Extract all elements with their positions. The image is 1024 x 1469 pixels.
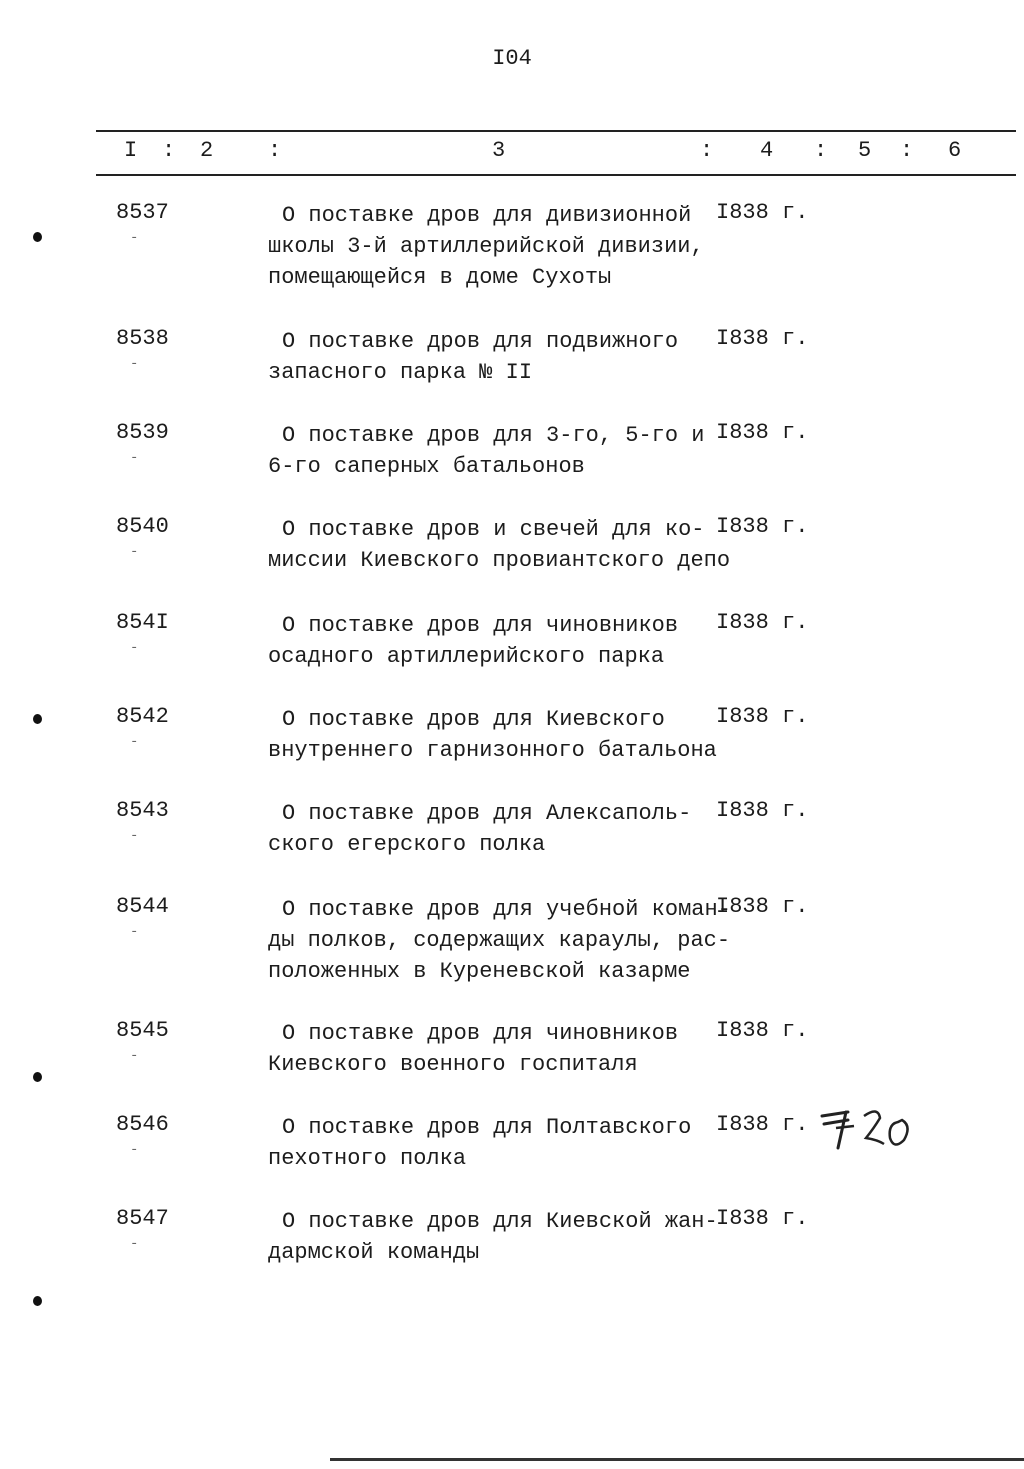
description-line: О поставке дров для Алексаполь- — [282, 801, 692, 826]
entry-year: I838 г. — [716, 1112, 809, 1137]
dash-mark: - — [130, 734, 139, 750]
description-line: помещающейся в доме Сухоты — [268, 265, 612, 290]
entry-description — [268, 1206, 718, 1268]
entry-number: 8543 — [116, 798, 169, 823]
column-header-2: 2 — [200, 138, 214, 163]
entry-number: 8544 — [116, 894, 169, 919]
dash-mark: - — [130, 1236, 139, 1252]
entry-description — [268, 798, 718, 860]
entry-year: I838 г. — [716, 326, 809, 351]
entry-description — [268, 704, 718, 766]
description-line: запасного парка № II — [268, 360, 533, 385]
page-number: I04 — [492, 46, 532, 71]
entry-number: 8547 — [116, 1206, 169, 1231]
column-header-row — [96, 138, 1016, 168]
description-line: осадного артиллерийского парка — [268, 644, 665, 669]
entry-number: 8546 — [116, 1112, 169, 1137]
description-line: О поставке дров для чиновников — [282, 1021, 679, 1046]
dash-mark: - — [130, 356, 139, 372]
column-separator: : — [700, 138, 714, 163]
entry-description — [268, 1018, 718, 1080]
description-line: О поставке дров и свечей для ко- — [282, 517, 705, 542]
entry-number: 8540 — [116, 514, 169, 539]
description-line: внутреннего гарнизонного батальона — [268, 738, 717, 763]
dash-mark: - — [130, 640, 139, 656]
column-header-4: 4 — [760, 138, 774, 163]
description-line: О поставке дров для Киевской жан- — [282, 1209, 718, 1234]
entry-year: I838 г. — [716, 610, 809, 635]
column-separator: : — [900, 138, 914, 163]
column-header-6: 6 — [948, 138, 962, 163]
dash-mark: - — [130, 1142, 139, 1158]
entry-year: I838 г. — [716, 894, 809, 919]
column-header-3: 3 — [492, 138, 506, 163]
column-header-5: 5 — [858, 138, 872, 163]
entry-description — [268, 514, 731, 576]
description-line: О поставке дров для Киевского — [282, 707, 665, 732]
entry-number: 8537 — [116, 200, 169, 225]
entry-year: I838 г. — [716, 1018, 809, 1043]
entry-number: 8545 — [116, 1018, 169, 1043]
entry-description — [268, 610, 718, 672]
dash-mark: - — [130, 230, 139, 246]
description-line: положенных в Куреневской казарме — [268, 959, 691, 984]
entry-year: I838 г. — [716, 420, 809, 445]
description-line: ды полков, содержащих караулы, рас- — [268, 928, 731, 953]
column-separator: : — [814, 138, 828, 163]
table-header-rule — [96, 174, 1016, 176]
bottom-edge-rule — [330, 1458, 1024, 1461]
column-separator: : — [268, 138, 282, 163]
entry-number: 854I — [116, 610, 169, 635]
entry-year: I838 г. — [716, 514, 809, 539]
entry-description — [268, 200, 718, 293]
table-top-rule — [96, 130, 1016, 132]
entry-description — [268, 420, 718, 482]
description-line: О поставке дров для учебной коман- — [282, 897, 731, 922]
description-line: миссии Киевского провиантского депо — [268, 548, 731, 573]
column-header-1: I — [124, 138, 138, 163]
entry-description — [268, 326, 718, 388]
entry-number: 8542 — [116, 704, 169, 729]
description-line: О поставке дров для дивизионной — [282, 203, 692, 228]
entry-year: I838 г. — [716, 1206, 809, 1231]
description-line: О поставке дров для подвижного — [282, 329, 679, 354]
column-separator: : — [162, 138, 176, 163]
description-line: пехотного полка — [268, 1146, 467, 1171]
description-line: 6-го саперных батальонов — [268, 454, 585, 479]
description-line: ского егерского полка — [268, 832, 546, 857]
dash-mark: - — [130, 544, 139, 560]
entry-description — [268, 1112, 718, 1174]
dash-mark: - — [130, 450, 139, 466]
binder-hole-mark — [33, 1296, 42, 1306]
dash-mark: - — [130, 924, 139, 940]
entry-year: I838 г. — [716, 704, 809, 729]
description-line: О поставке дров для 3-го, 5-го и — [282, 423, 705, 448]
dash-mark: - — [130, 828, 139, 844]
description-line: О поставке дров для чиновников — [282, 613, 679, 638]
binder-hole-mark — [33, 1072, 42, 1082]
description-line: школы 3-й артиллерийской дивизии, — [268, 234, 704, 259]
entry-description — [268, 894, 731, 987]
description-line: дармской команды — [268, 1240, 480, 1265]
binder-hole-mark — [33, 232, 42, 242]
entry-number: 8538 — [116, 326, 169, 351]
description-line: Киевского военного госпиталя — [268, 1052, 638, 1077]
entry-year: I838 г. — [716, 200, 809, 225]
handwritten-mark — [818, 1104, 918, 1164]
binder-hole-mark — [33, 714, 42, 724]
entry-number: 8539 — [116, 420, 169, 445]
entry-year: I838 г. — [716, 798, 809, 823]
dash-mark: - — [130, 1048, 139, 1064]
description-line: О поставке дров для Полтавского — [282, 1115, 692, 1140]
